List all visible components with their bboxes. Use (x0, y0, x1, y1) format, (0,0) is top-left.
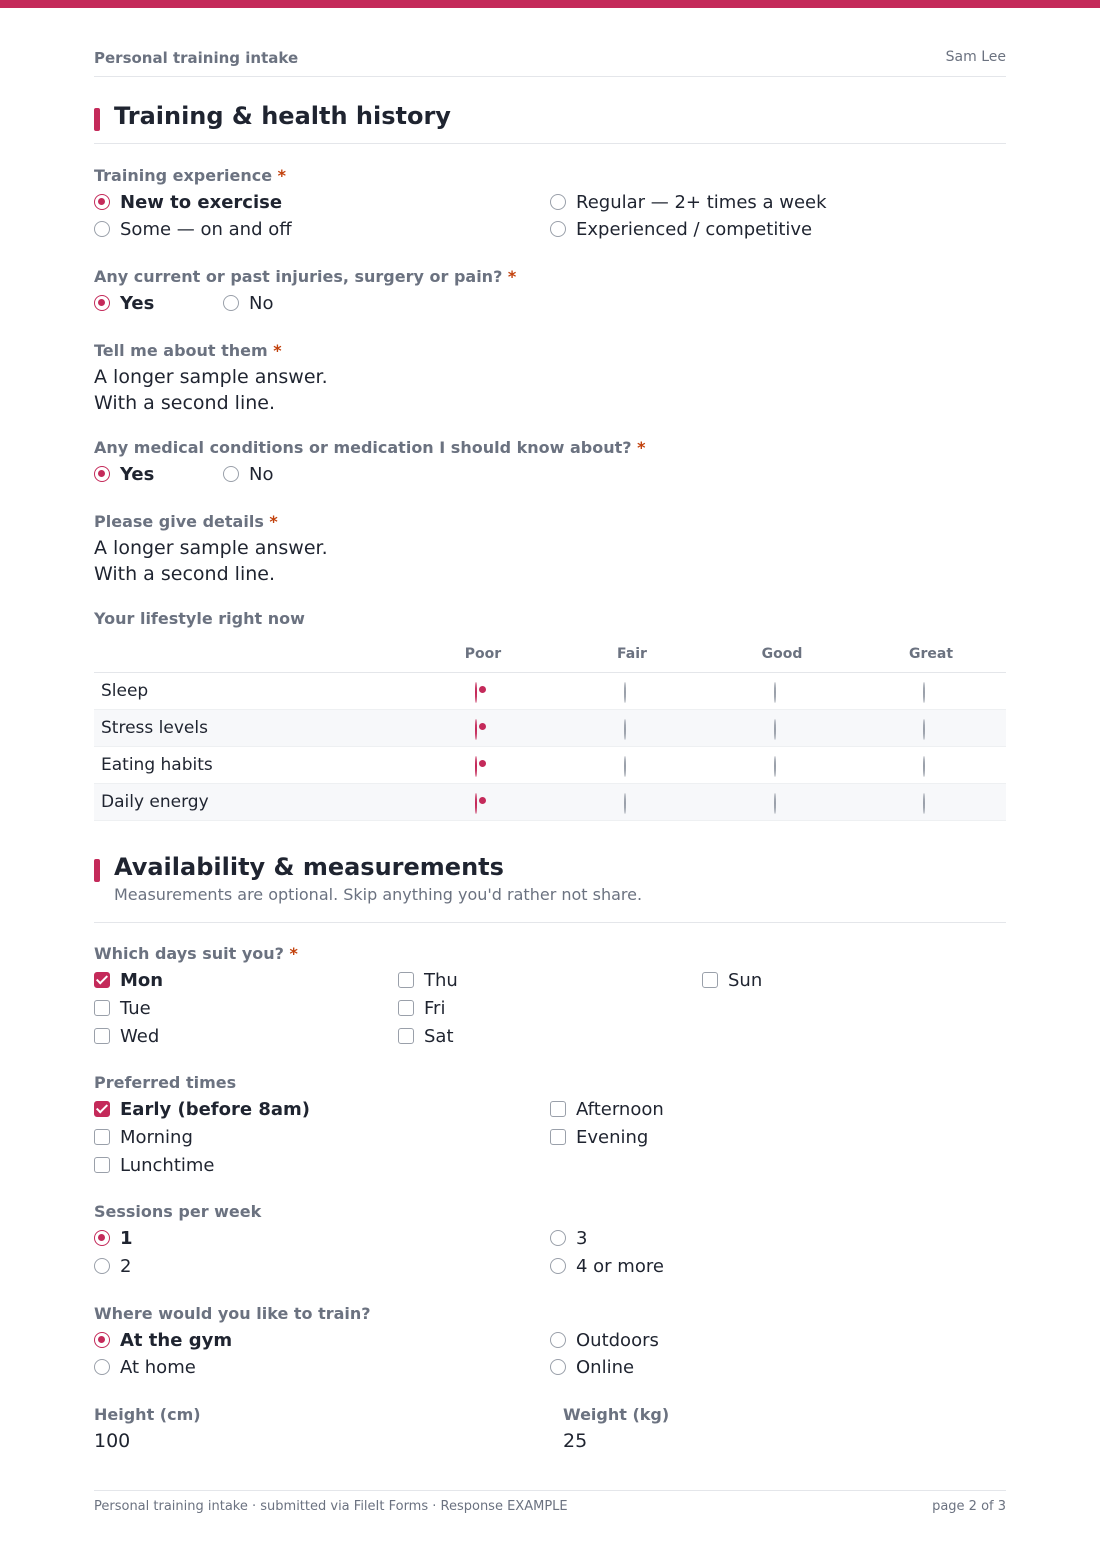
option-gym[interactable] (94, 1328, 232, 1352)
required-marker: * (269, 512, 278, 531)
option-injuries-yes[interactable] (94, 291, 154, 315)
radio-icon (774, 719, 776, 740)
checkbox-early[interactable] (94, 1097, 310, 1121)
option-sessions-1[interactable] (94, 1226, 133, 1250)
radio-selected-icon (94, 194, 110, 210)
checkbox-icon (550, 1129, 566, 1145)
question-label: Where would you like to train? (94, 1304, 371, 1323)
checkbox-icon (702, 972, 718, 988)
checkbox-icon (398, 1000, 414, 1016)
checkbox-sat[interactable] (398, 1024, 454, 1048)
answer-height: 100 (94, 1430, 131, 1452)
radio-icon (550, 1258, 566, 1274)
top-accent-bar (0, 0, 1100, 8)
option-label: At home (120, 1356, 196, 1378)
answer-medical-detail (94, 535, 328, 587)
question-label: Weight (kg) (563, 1405, 670, 1424)
answer-line: A longer sample answer. (94, 537, 328, 559)
option-label: Sat (424, 1025, 454, 1047)
radio-selected-icon (94, 295, 110, 311)
section-marker (94, 859, 100, 882)
option-label: Mon (120, 969, 164, 991)
option-label: Thu (424, 969, 458, 991)
option-label: Early (before 8am) (120, 1098, 311, 1120)
radio-icon (550, 221, 566, 237)
checkbox-icon (94, 1157, 110, 1173)
column-great: Great (908, 646, 954, 662)
radio-icon (923, 756, 925, 777)
required-marker: * (277, 166, 286, 185)
option-label: Regular — 2+ times a week (576, 191, 827, 213)
checkbox-mon[interactable] (94, 968, 163, 992)
cell-fair[interactable] (624, 683, 640, 699)
radio-icon (923, 793, 925, 814)
form-title: Personal training intake (94, 49, 299, 67)
grid-row-eating (94, 747, 1006, 784)
column-poor: Poor (464, 646, 502, 662)
grid-header (94, 638, 1006, 673)
footer-info: Personal training intake · submitted via FileIt Forms · Response EXAMPLE (94, 1499, 568, 1514)
option-label: Tue (120, 997, 151, 1019)
question-label: Any medical conditions or medication I should know about? (94, 438, 632, 457)
page-number: page 2 of 3 (932, 1499, 1006, 1514)
option-regular[interactable] (550, 190, 827, 214)
option-label: No (249, 292, 274, 314)
option-experienced[interactable] (550, 217, 812, 241)
option-label: Outdoors (576, 1329, 659, 1351)
question-label: Training experience (94, 166, 273, 185)
checkbox-icon (94, 1000, 110, 1016)
option-label: New to exercise (120, 191, 283, 213)
option-label: Some — on and off (120, 218, 292, 240)
option-injuries-no[interactable] (223, 291, 273, 315)
row-label: Stress levels (101, 718, 208, 738)
radio-icon (550, 194, 566, 210)
checkbox-checked-icon (94, 972, 110, 988)
checkbox-icon (94, 1129, 110, 1145)
question-label: Please give details (94, 512, 264, 531)
radio-selected-icon (94, 1230, 110, 1246)
option-sessions-2[interactable] (94, 1254, 131, 1278)
section-title: Availability & measurements (114, 853, 504, 881)
page-footer (94, 1490, 1006, 1514)
question-label: Your lifestyle right now (94, 609, 305, 628)
question-label: Sessions per week (94, 1202, 262, 1221)
checkbox-icon (398, 972, 414, 988)
option-label: Evening (576, 1126, 649, 1148)
radio-icon (774, 793, 776, 814)
radio-icon (550, 1230, 566, 1246)
radio-icon (223, 295, 239, 311)
grid-row-stress (94, 710, 1006, 747)
radio-icon (923, 719, 925, 740)
checkbox-lunchtime[interactable] (94, 1153, 215, 1177)
checkbox-fri[interactable] (398, 996, 445, 1020)
radio-selected-icon (475, 756, 477, 777)
lifestyle-grid (94, 638, 1006, 821)
cell-fair[interactable] (624, 720, 640, 736)
question-label: Height (cm) (94, 1405, 201, 1424)
option-label: 3 (576, 1227, 588, 1249)
cell-poor[interactable] (475, 720, 491, 736)
column-good: Good (761, 646, 803, 662)
radio-icon (774, 682, 776, 703)
option-outdoors[interactable] (550, 1328, 659, 1352)
checkbox-morning[interactable] (94, 1125, 193, 1149)
option-sessions-4-plus[interactable] (550, 1254, 664, 1278)
answer-injuries-detail (94, 364, 328, 416)
question-medical-detail (94, 512, 278, 531)
checkbox-wed[interactable] (94, 1024, 159, 1048)
checkbox-thu[interactable] (398, 968, 458, 992)
question-days (94, 944, 298, 963)
cell-poor[interactable] (475, 757, 491, 773)
option-label: Online (576, 1356, 635, 1378)
cell-good[interactable] (774, 794, 790, 810)
cell-fair[interactable] (624, 794, 640, 810)
option-label: No (249, 463, 274, 485)
cell-great[interactable] (923, 683, 939, 699)
radio-icon (624, 793, 626, 814)
question-label: Preferred times (94, 1073, 237, 1092)
checkbox-evening[interactable] (550, 1125, 648, 1149)
required-marker: * (637, 438, 646, 457)
cell-great[interactable] (923, 757, 939, 773)
answer-line: With a second line. (94, 392, 275, 414)
question-training-experience (94, 166, 286, 185)
radio-icon (624, 719, 626, 740)
answer-weight: 25 (563, 1430, 588, 1452)
checkbox-icon (550, 1101, 566, 1117)
option-label: Experienced / competitive (576, 218, 813, 240)
option-label: Yes (120, 292, 155, 314)
required-marker: * (289, 944, 298, 963)
question-medical (94, 438, 645, 457)
section-availability (94, 853, 1006, 923)
question-label: Any current or past injuries, surgery or pain? (94, 267, 503, 286)
required-marker: * (507, 267, 517, 286)
question-location (94, 1304, 371, 1323)
cell-fair[interactable] (624, 757, 640, 773)
question-injuries-detail (94, 341, 282, 360)
question-weight (563, 1405, 669, 1424)
option-label: 4 or more (576, 1255, 664, 1277)
radio-icon (624, 682, 626, 703)
question-injuries (94, 267, 516, 286)
option-label: Wed (120, 1025, 160, 1047)
option-label: Sun (728, 969, 763, 991)
section-title: Training & health history (114, 102, 451, 130)
checkbox-checked-icon (94, 1101, 110, 1117)
question-times (94, 1073, 236, 1092)
checkbox-tue[interactable] (94, 996, 151, 1020)
radio-selected-icon (475, 682, 477, 703)
question-label: Which days suit you? (94, 944, 284, 963)
option-label: At the gym (120, 1329, 233, 1351)
checkbox-icon (94, 1028, 110, 1044)
radio-icon (223, 466, 239, 482)
option-label: Fri (424, 997, 446, 1019)
option-label: Yes (120, 463, 155, 485)
radio-icon (774, 756, 776, 777)
option-some[interactable] (94, 217, 292, 241)
grid-row-sleep (94, 673, 1006, 710)
radio-icon (550, 1359, 566, 1375)
option-medical-no[interactable] (223, 462, 273, 486)
answer-line: A longer sample answer. (94, 366, 328, 388)
section-marker (94, 108, 100, 131)
option-home[interactable] (94, 1355, 196, 1379)
option-sessions-3[interactable] (550, 1226, 587, 1250)
question-height (94, 1405, 201, 1424)
cell-good[interactable] (774, 757, 790, 773)
cell-great[interactable] (923, 794, 939, 810)
radio-selected-icon (475, 719, 477, 740)
required-marker: * (273, 341, 282, 360)
checkbox-sun[interactable] (702, 968, 762, 992)
page-header (94, 49, 1006, 77)
radio-icon (550, 1332, 566, 1348)
answer-line: With a second line. (94, 563, 275, 585)
radio-icon (624, 756, 626, 777)
cell-poor[interactable] (475, 794, 491, 810)
radio-icon (94, 1258, 110, 1274)
row-label: Daily energy (101, 792, 209, 812)
column-fair: Fair (617, 646, 647, 662)
radio-selected-icon (94, 1332, 110, 1348)
question-sessions (94, 1202, 261, 1221)
checkbox-icon (398, 1028, 414, 1044)
section-training-health (94, 102, 1006, 144)
option-label: Afternoon (576, 1098, 664, 1120)
cell-good[interactable] (774, 720, 790, 736)
radio-icon (94, 1359, 110, 1375)
grid-row-energy (94, 784, 1006, 821)
question-label: Tell me about them (94, 341, 268, 360)
cell-poor[interactable] (475, 683, 491, 699)
option-new-to-exercise[interactable] (94, 190, 282, 214)
row-label: Sleep (101, 681, 149, 701)
option-label: Lunchtime (120, 1154, 215, 1176)
option-label: 1 (120, 1227, 133, 1249)
question-lifestyle (94, 609, 305, 628)
section-description: Measurements are optional. Skip anything you'd rather not share. (114, 885, 643, 904)
radio-icon (923, 682, 925, 703)
respondent-name: Sam Lee (945, 49, 1006, 65)
radio-selected-icon (94, 466, 110, 482)
radio-selected-icon (475, 793, 477, 814)
radio-icon (94, 221, 110, 237)
cell-good[interactable] (774, 683, 790, 699)
option-label: 2 (120, 1255, 132, 1277)
option-medical-yes[interactable] (94, 462, 154, 486)
option-online[interactable] (550, 1355, 634, 1379)
checkbox-afternoon[interactable] (550, 1097, 664, 1121)
option-label: Morning (120, 1126, 193, 1148)
row-label: Eating habits (101, 755, 213, 775)
cell-great[interactable] (923, 720, 939, 736)
